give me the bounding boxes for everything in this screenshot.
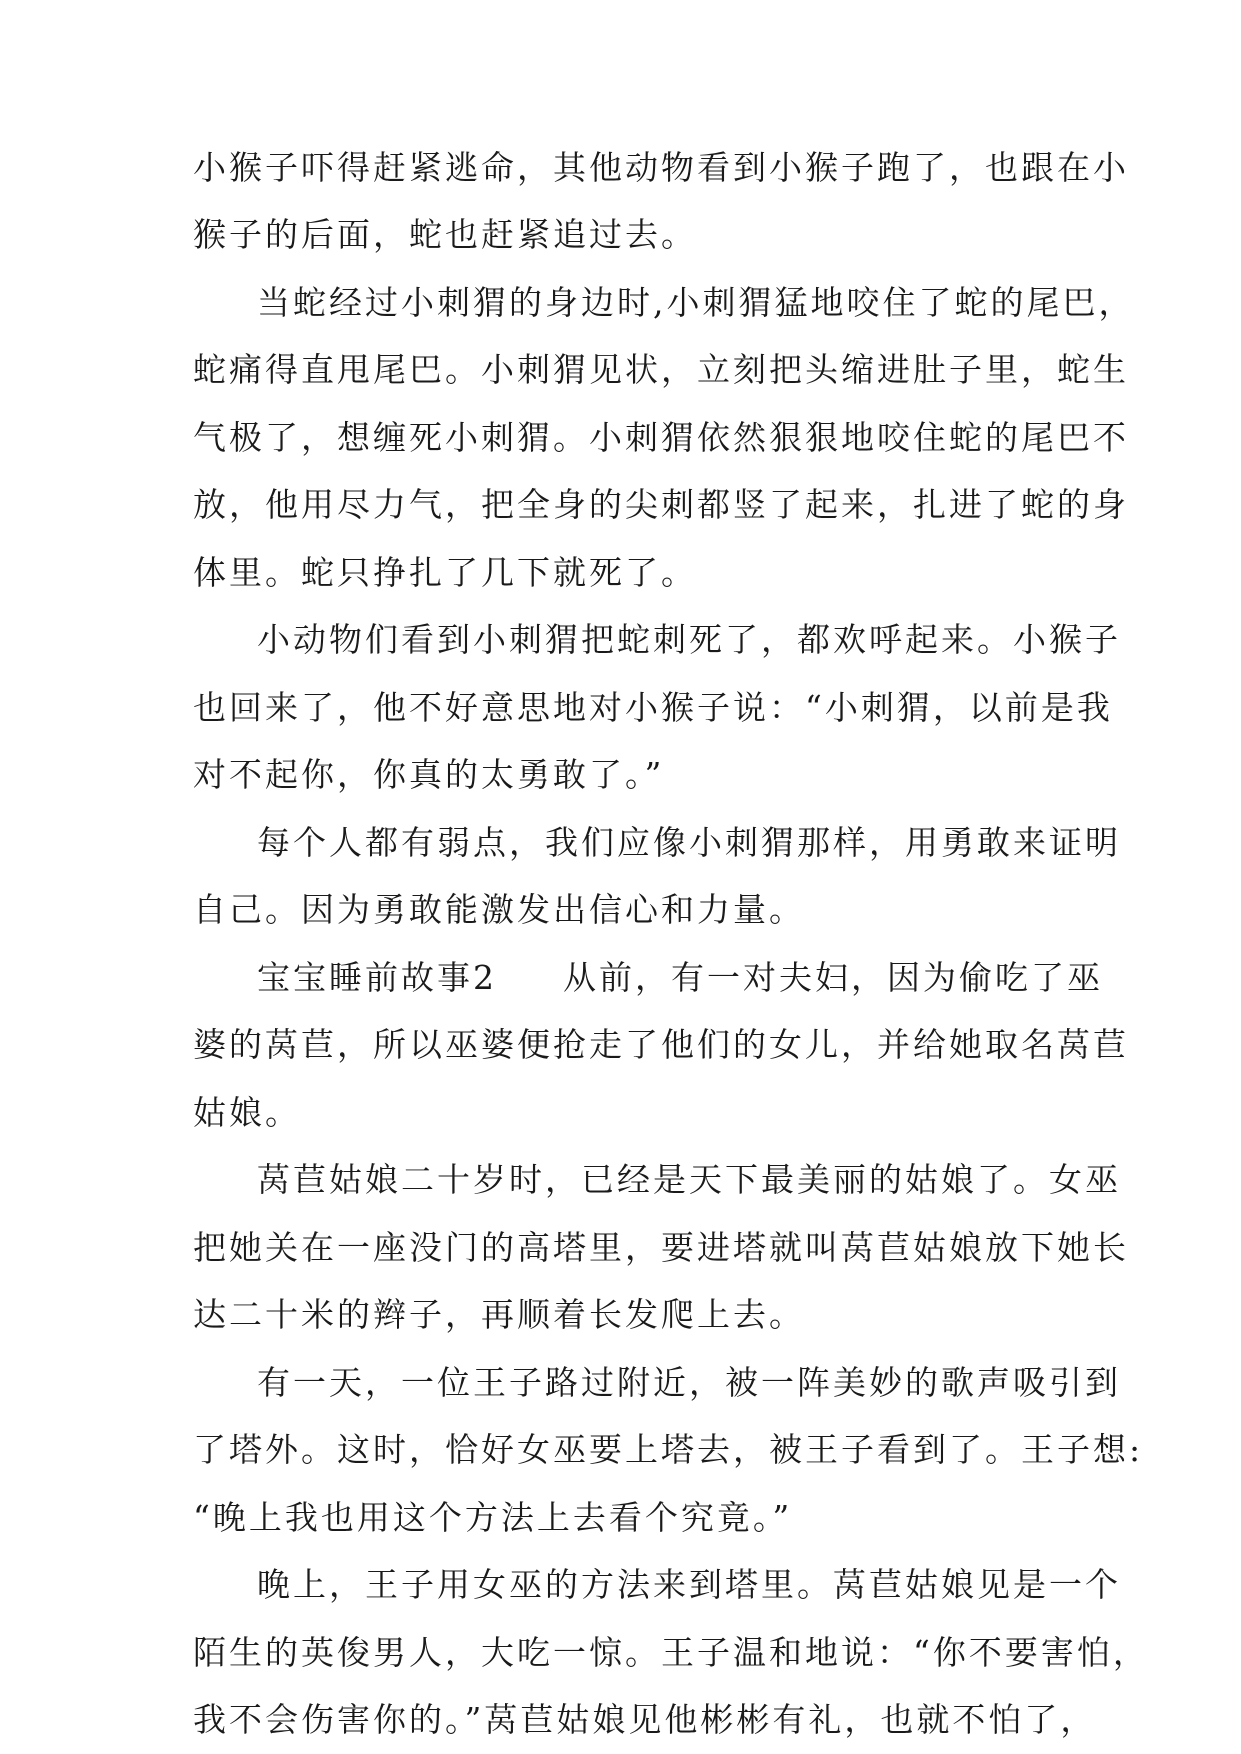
text-line: 我不会伤害你的。”莴苣姑娘见他彬彬有礼，也就不怕了， <box>193 1700 1097 1739</box>
text-line: “晚上我也用这个方法上去看个究竟。” <box>193 1498 793 1537</box>
story-heading-line <box>257 958 1103 998</box>
text-line: 达二十米的辫子，再顺着长发爬上去。 <box>193 1295 805 1334</box>
text-line: 陌生的英俊男人，大吃一惊。王子温和地说：“你不要害怕， <box>193 1633 1149 1672</box>
text-line: 对不起你，你真的太勇敢了。” <box>193 755 665 794</box>
text-line: 当蛇经过小刺猬的身边时,小刺猬猛地咬住了蛇的尾巴， <box>257 283 1135 322</box>
text-line: 了塔外。这时，恰好女巫要上塔去，被王子看到了。王子想: <box>193 1430 1144 1469</box>
text-line: 放，他用尽力气，把全身的尖刺都竖了起来，扎进了蛇的身 <box>193 485 1129 524</box>
text-line: 姑娘。 <box>193 1093 301 1132</box>
text-line: 蛇痛得直甩尾巴。小刺猬见状，立刻把头缩进肚子里，蛇生 <box>193 350 1129 389</box>
text-line: 小动物们看到小刺猬把蛇刺死了，都欢呼起来。小猴子 <box>257 620 1121 659</box>
text-line: 每个人都有弱点，我们应像小刺猬那样，用勇敢来证明 <box>257 823 1121 862</box>
text-line: 把她关在一座没门的高塔里，要进塔就叫莴苣姑娘放下她长 <box>193 1228 1129 1267</box>
text-line: 莴苣姑娘二十岁时，已经是天下最美丽的姑娘了。女巫 <box>257 1160 1121 1199</box>
text-line: 有一天，一位王子路过附近，被一阵美妙的歌声吸引到 <box>257 1363 1121 1402</box>
story-title: 宝宝睡前故事2 <box>257 958 497 997</box>
text-line: 也回来了，他不好意思地对小猴子说：“小刺猬，以前是我 <box>193 688 1113 727</box>
text-line: 猴子的后面，蛇也赶紧追过去。 <box>193 215 697 254</box>
text-line: 婆的莴苣，所以巫婆便抢走了他们的女儿，并给她取名莴苣 <box>193 1025 1129 1064</box>
text-line: 自己。因为勇敢能激发出信心和力量。 <box>193 890 805 929</box>
text-line: 体里。蛇只挣扎了几下就死了。 <box>193 553 697 592</box>
text-line: 气极了，想缠死小刺猬。小刺猬依然狠狠地咬住蛇的尾巴不 <box>193 418 1129 457</box>
text-line: 小猴子吓得赶紧逃命，其他动物看到小猴子跑了，也跟在小 <box>193 148 1129 187</box>
text-line: 晚上，王子用女巫的方法来到塔里。莴苣姑娘见是一个 <box>257 1565 1121 1604</box>
text-fragment: 从前，有一对夫妇，因为偷吃了巫 <box>563 958 1103 997</box>
